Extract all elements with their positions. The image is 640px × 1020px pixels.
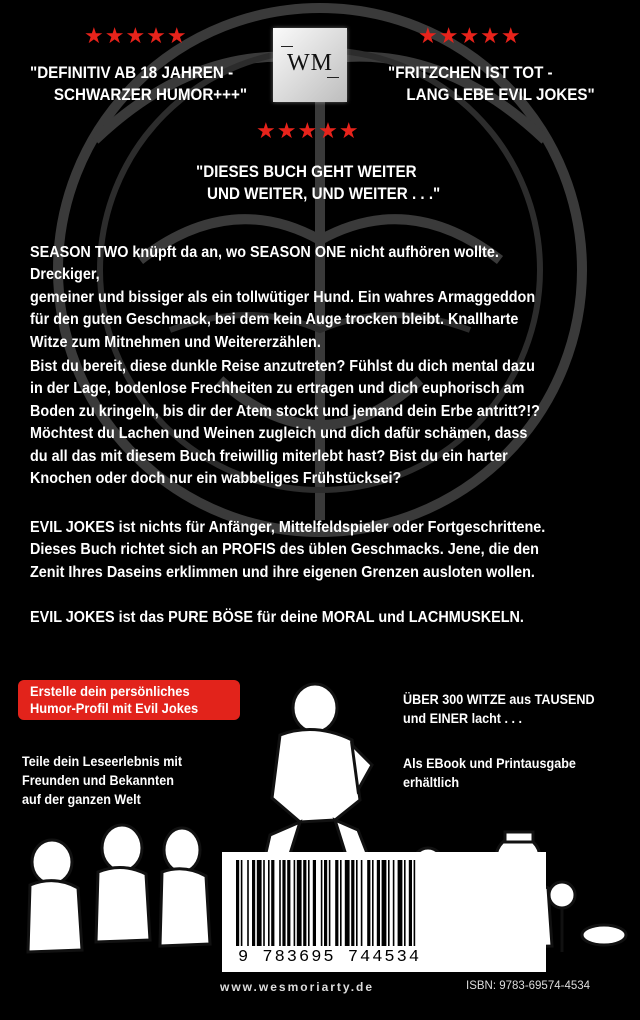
- barcode-bar: [377, 860, 380, 946]
- barcode-bar: [340, 860, 342, 946]
- quote-center-line: UND WEITER, UND WEITER . . .": [207, 185, 441, 203]
- barcode-bar: [279, 860, 281, 946]
- barcode-bar: [324, 860, 327, 946]
- barcode-bar: [382, 860, 387, 946]
- paragraph-audience: [30, 517, 570, 584]
- text-line: in der Lage, bodenlose Frechheiten zu ertragen und dich euphorisch am: [30, 380, 525, 398]
- paragraph-tagline: [30, 607, 570, 629]
- barcode-bar: [297, 860, 302, 946]
- logo-text: WM: [287, 50, 333, 76]
- barcode-bar: [409, 860, 412, 946]
- barcode-bar: [356, 860, 358, 946]
- barcode-bar: [398, 860, 403, 946]
- barcode-bar: [313, 860, 316, 946]
- barcode-bar: [345, 860, 350, 946]
- humor-profile-badge: [18, 680, 240, 720]
- badge-line: Erstelle dein persönliches: [30, 683, 190, 699]
- paragraph-intro: [30, 242, 570, 354]
- barcode-bar: [294, 860, 296, 946]
- text-line: EVIL JOKES ist nichts für Anfänger, Mittelfeldspieler oder Fortgeschrittene.: [30, 519, 546, 536]
- badge-line: Humor-Profil mit Evil Jokes: [30, 700, 199, 716]
- count-line: ÜBER 300 WITZE aus TAUSEND: [403, 691, 595, 707]
- barcode-bar: [414, 860, 416, 946]
- barcode-bar: [252, 860, 255, 946]
- barcode-bar: [388, 860, 390, 946]
- quote-left-line: SCHWARZER HUMOR+++": [53, 86, 248, 104]
- barcode-bar: [236, 860, 239, 946]
- text-line: Dieses Buch richtet sich an PROFIS des üblen Geschmacks. Jene, die den: [30, 541, 539, 559]
- barcode-bar: [263, 860, 265, 946]
- share-text: [22, 752, 182, 809]
- text-line: SEASON TWO knüpft da an, wo SEASON ONE nicht aufhören wollte. Dreckiger,: [30, 244, 499, 284]
- rating-stars-center: ★★★★★: [256, 118, 360, 143]
- text-line: Zenit Ihres Daseins erklimmen und ihre eigenen Grenzen ausloten wollen.: [30, 563, 535, 581]
- count-line: und EINER lacht . . .: [403, 710, 523, 726]
- barcode-bar: [372, 860, 374, 946]
- quote-left-line: "DEFINITIV AB 18 JAHREN -: [30, 64, 234, 82]
- barcode-bar: [271, 860, 274, 946]
- share-line: Freunden und Bekannten: [22, 772, 174, 788]
- barcode-bar: [351, 860, 354, 946]
- isbn-number: ISBN: 9783-69574-4534: [466, 980, 591, 992]
- rating-stars-right: ★★★★★: [418, 23, 522, 48]
- share-line: Teile dein Leseerlebnis mit: [22, 753, 183, 769]
- quote-center: [196, 161, 440, 205]
- text-line: Knochen oder doch nur ein wabbeliges Frühstücksei?: [30, 470, 402, 488]
- joke-count-text: [403, 690, 595, 728]
- barcode-bars: [232, 860, 536, 946]
- barcode-bar: [282, 860, 285, 946]
- barcode-bar: [247, 860, 249, 946]
- barcode-bar: [329, 860, 331, 946]
- website-url[interactable]: www.wesmoriarty.de: [220, 980, 375, 994]
- barcode-digits: 9 783695 744534: [238, 948, 422, 967]
- barcode-bar: [367, 860, 370, 946]
- text-line: du all das mit diesem Buch freiwillig miterlebt hast? Bist du ein harter: [30, 447, 508, 465]
- quote-right-line: "FRITZCHEN IST TOT -: [388, 64, 553, 82]
- wm-logo: [273, 28, 347, 102]
- barcode-bar: [268, 860, 270, 946]
- quote-left: [30, 62, 247, 106]
- share-line: auf der ganzen Welt: [22, 791, 141, 807]
- text-line: für den guten Geschmack, bei dem kein Auge trocken bleibt. Knallharte: [30, 311, 519, 329]
- text-line: Möchtest du Lachen und Weinen zugleich und dich dafür schämen, dass: [30, 425, 528, 443]
- barcode-bar: [335, 860, 338, 946]
- barcode-bar: [361, 860, 363, 946]
- barcode-bar: [321, 860, 323, 946]
- text-line: Boden zu kringeln, bis dir der Atem stockt und jemand dein Erbe antritt?!?: [30, 402, 540, 420]
- barcode-bar: [287, 860, 290, 946]
- barcode-bar: [303, 860, 306, 946]
- text-line: Bist du bereit, diese dunkle Reise anzutreten? Fühlst du dich mental dazu: [30, 358, 535, 375]
- barcode-bar: [241, 860, 243, 946]
- quote-center-line: "DIESES BUCH GEHT WEITER: [196, 163, 417, 181]
- badge-text: [30, 683, 198, 717]
- formats-line: erhältlich: [403, 774, 460, 790]
- barcode-bar: [257, 860, 262, 946]
- isbn-barcode: [222, 852, 546, 972]
- rating-stars-left: ★★★★★: [84, 23, 188, 48]
- quote-right: [388, 62, 595, 106]
- barcode-bar: [393, 860, 395, 946]
- barcode-bar: [308, 860, 310, 946]
- formats-text: [403, 754, 576, 792]
- text-line: EVIL JOKES ist das PURE BÖSE für deine MORAL und LACHMUSKELN.: [30, 609, 524, 626]
- quote-right-line: LANG LEBE EVIL JOKES": [406, 86, 595, 104]
- formats-line: Als EBook und Printausgabe: [403, 755, 576, 771]
- text-line: gemeiner und bissiger als ein tollwütiger Hund. Ein wahres Armaggeddon: [30, 288, 536, 306]
- text-line: Witze zum Mitnehmen und Weitererzählen.: [30, 333, 321, 351]
- paragraph-questions: [30, 356, 570, 490]
- barcode-bar: [404, 860, 406, 946]
